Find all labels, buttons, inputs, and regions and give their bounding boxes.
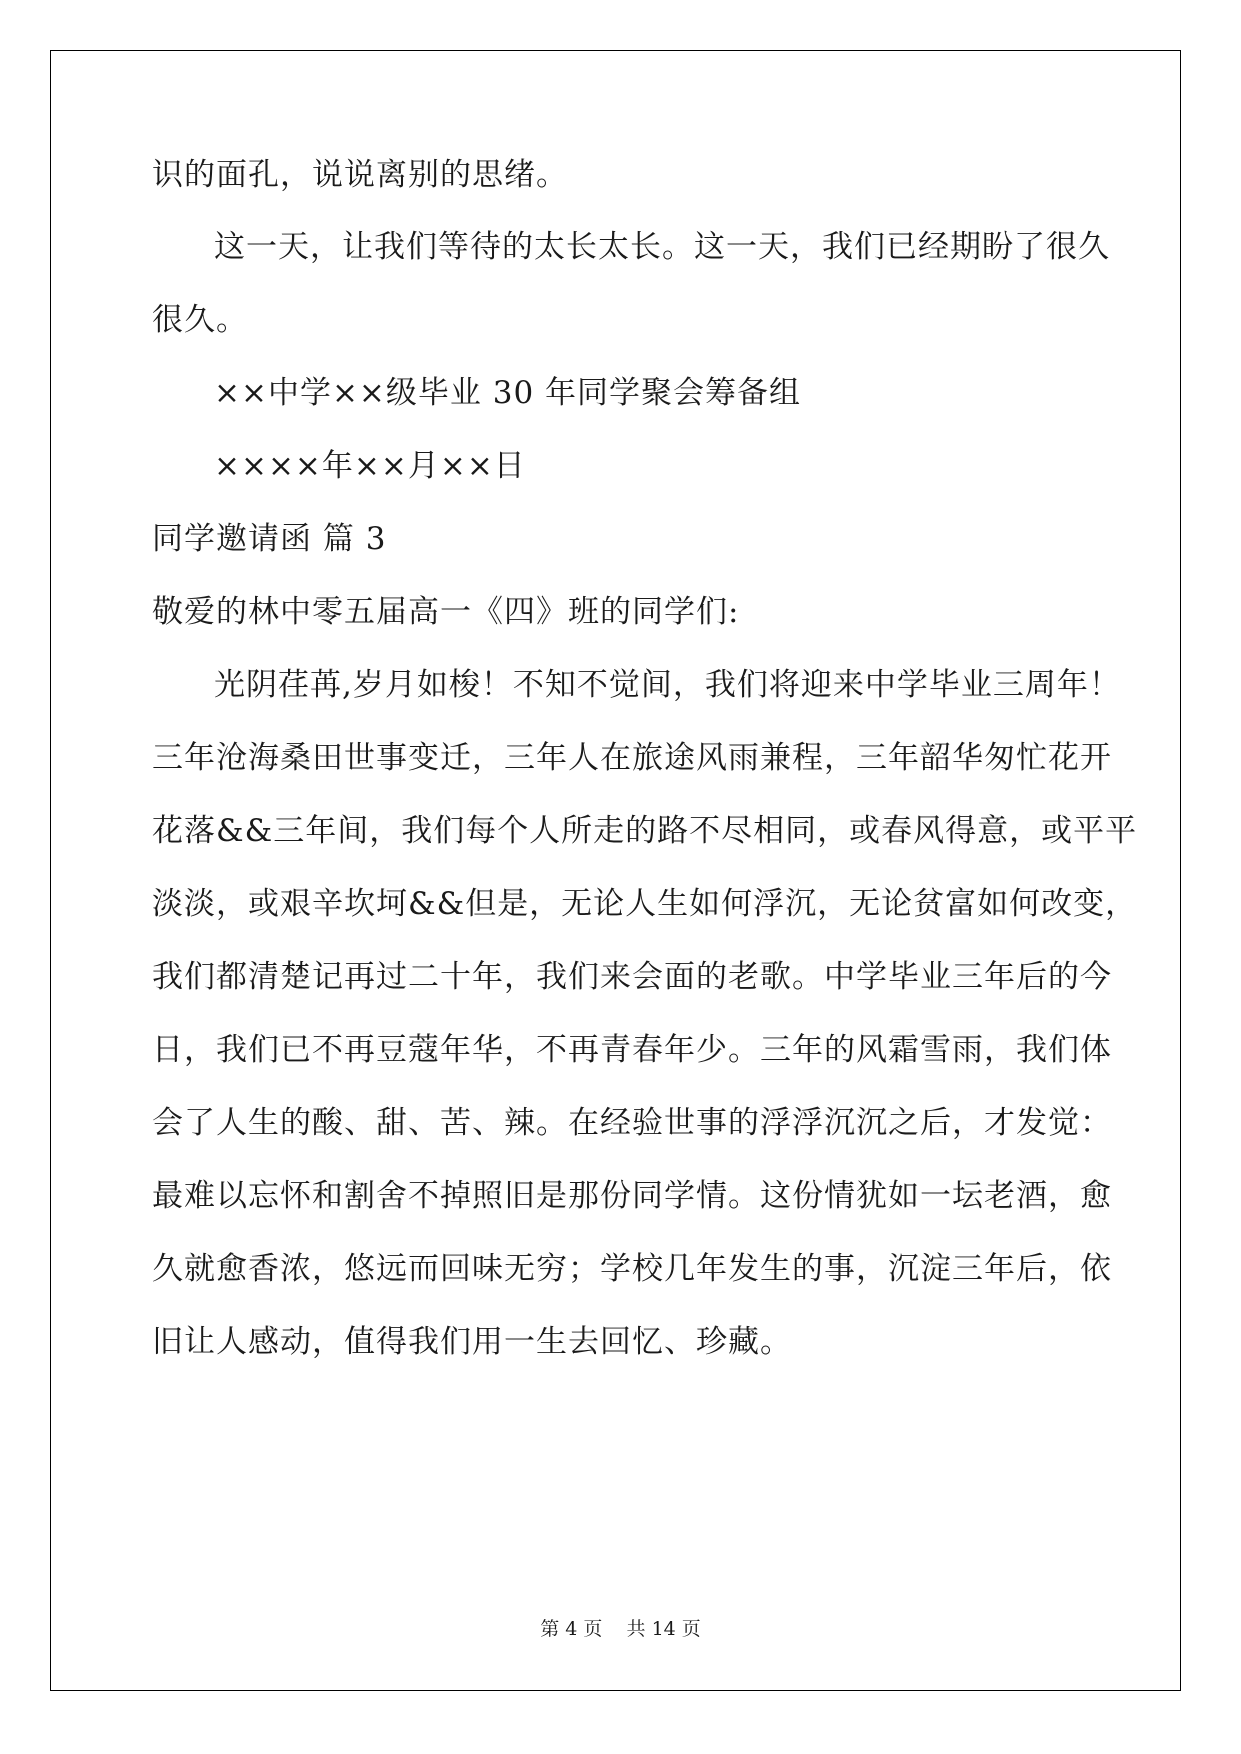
text-line: 光阴荏苒,岁月如梭！不知不觉间，我们将迎来中学毕业三周年！: [214, 667, 1121, 703]
text-line: 三年沧海桑田世事变迁，三年人在旅途风雨兼程，三年韶华匆忙花开: [152, 740, 1112, 776]
text-line: 这一天，让我们等待的太长太长。这一天，我们已经期盼了很久: [214, 229, 1110, 265]
section-heading: 同学邀请函 篇 3: [152, 521, 387, 557]
text-line: 会了人生的酸、甜、苦、辣。在经验世事的浮浮沉沉之后，才发觉：: [152, 1105, 1112, 1141]
signature-organizer: ××中学××级毕业 30 年同学聚会筹备组: [214, 375, 802, 411]
page-border: [50, 50, 1181, 1691]
salutation: 敬爱的林中零五届高一《四》班的同学们:: [152, 594, 740, 630]
page-number-footer: 第 4 页 共 14 页: [540, 1618, 701, 1640]
text-line: 我们都清楚记再过二十年，我们来会面的老歌。中学毕业三年后的今: [152, 959, 1112, 995]
signature-date: ××××年××月××日: [214, 448, 526, 484]
text-line: 最难以忘怀和割舍不掉照旧是那份同学情。这份情犹如一坛老酒，愈: [152, 1178, 1112, 1214]
text-line: 旧让人感动，值得我们用一生去回忆、珍藏。: [152, 1324, 792, 1360]
text-line: 淡淡，或艰辛坎坷&&但是，无论人生如何浮沉，无论贫富如何改变，: [152, 886, 1138, 922]
text-line: 很久。: [152, 302, 248, 338]
text-line: 花落&&三年间，我们每个人所走的路不尽相同，或春风得意，或平平: [152, 813, 1138, 849]
text-line: 识的面孔，说说离别的思绪。: [152, 157, 568, 193]
text-line: 久就愈香浓，悠远而回味无穷；学校几年发生的事，沉淀三年后，依: [152, 1251, 1112, 1287]
text-line: 日，我们已不再豆蔻年华，不再青春年少。三年的风霜雪雨，我们体: [152, 1032, 1112, 1068]
